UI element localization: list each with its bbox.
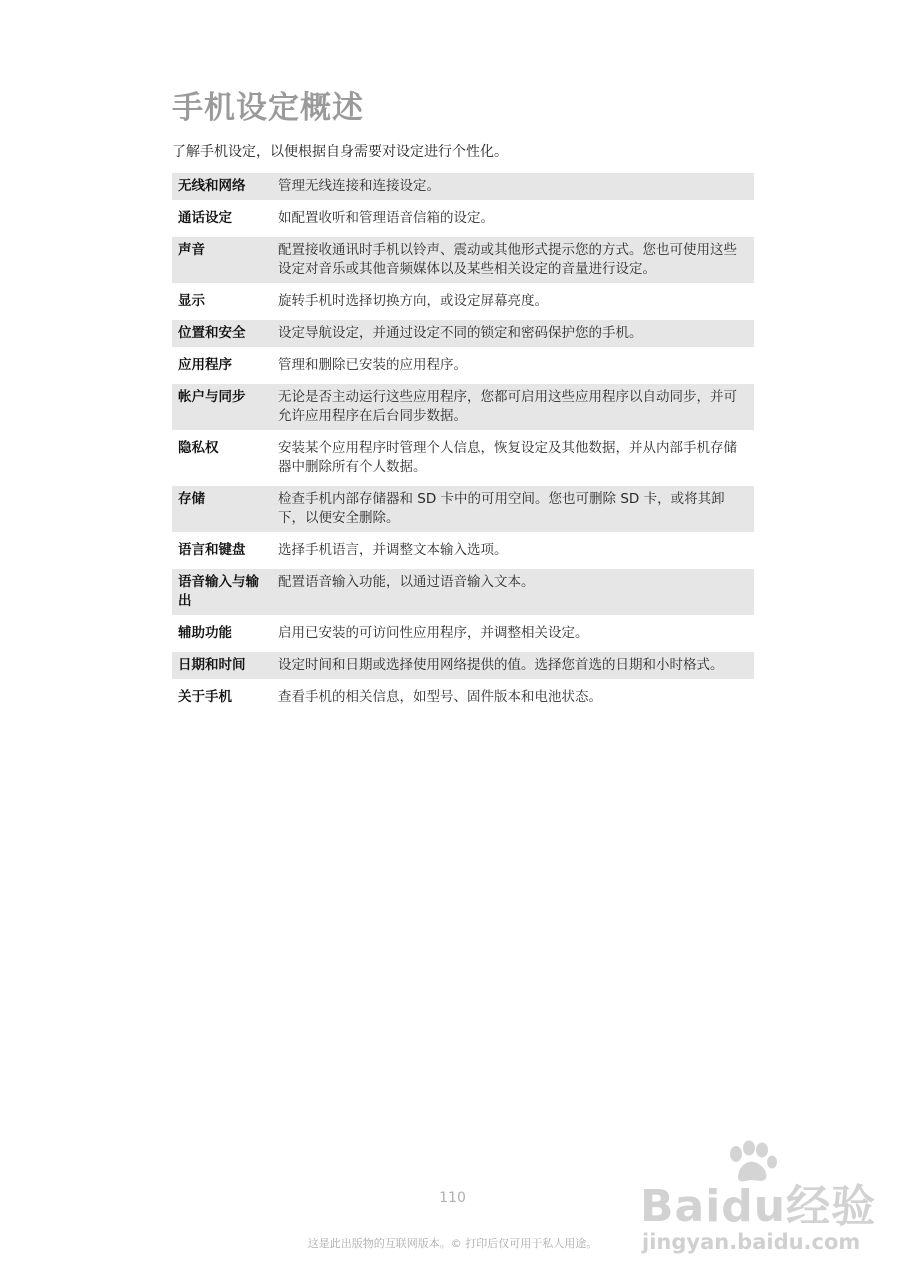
setting-description: 配置接收通讯时手机以铃声、震动或其他形式提示您的方式。您也可使用这些设定对音乐或其他音频媒体以及某些相关设定的音量进行设定。 [272,237,754,283]
setting-term: 日期和时间 [172,652,272,679]
watermark-url: jingyan.baidu.com [642,1230,861,1254]
table-row [172,435,754,481]
settings-table [172,168,754,716]
setting-description: 无论是否主动运行这些应用程序，您都可启用这些应用程序以自动同步，并可允许应用程序在后台同步数据。 [272,384,754,430]
setting-description: 如配置收听和管理语音信箱的设定。 [278,210,494,226]
table-row [172,352,754,379]
setting-description: 安装某个应用程序时管理个人信息，恢复设定及其他数据，并从内部手机存储器中删除所有个人数据。 [278,440,737,475]
setting-term: 帐户与同步 [172,384,272,430]
setting-term: 应用程序 [178,357,232,373]
setting-description: 设定时间和日期或选择使用网络提供的值。选择您首选的日期和小时格式。 [272,652,754,679]
setting-description: 启用已安装的可访问性应用程序，并调整相关设定。 [278,625,589,641]
setting-description: 管理无线连接和连接设定。 [272,173,754,200]
page-number: 110 [439,1190,466,1206]
table-row [172,205,754,232]
setting-description: 检查手机内部存储器和 SD 卡中的可用空间。您也可删除 SD 卡，或将其卸下，以便安全删除。 [272,486,754,532]
footer-note: 这是此出版物的互联网版本。© 打印后仅可用于私人用途。 [307,1237,598,1250]
setting-description: 配置语音输入功能，以通过语音输入文本。 [272,569,754,615]
table-row [172,237,754,283]
setting-term: 关于手机 [178,689,232,705]
setting-term: 存储 [172,486,272,532]
table-row [172,684,754,711]
setting-term: 语言和键盘 [178,542,246,558]
setting-term: 辅助功能 [178,625,232,641]
setting-term: 无线和网络 [172,173,272,200]
table-row [172,320,754,347]
setting-description: 管理和删除已安装的应用程序。 [278,357,467,373]
setting-description: 查看手机的相关信息，如型号、固件版本和电池状态。 [278,689,602,705]
setting-term: 语音输入与输出 [172,569,272,615]
intro-text: 了解手机设定，以便根据自身需要对设定进行个性化。 [172,144,508,160]
table-row [172,652,754,679]
setting-description: 设定导航设定，并通过设定不同的锁定和密码保护您的手机。 [272,320,754,347]
setting-term: 显示 [178,293,205,309]
page-title: 手机设定概述 [172,90,364,126]
watermark-brand: Baidu经验 [640,1181,877,1232]
setting-term: 通话设定 [178,210,232,226]
setting-term: 位置和安全 [172,320,272,347]
setting-description: 选择手机语言，并调整文本输入选项。 [278,542,508,558]
table-row [172,486,754,532]
setting-term: 声音 [172,237,272,283]
setting-description: 旋转手机时选择切换方向，或设定屏幕亮度。 [278,293,548,309]
table-row [172,173,754,200]
table-row [172,620,754,647]
baidu-watermark [640,1140,880,1270]
table-row [172,384,754,430]
table-row [172,569,754,615]
table-row [172,537,754,564]
setting-term: 隐私权 [178,440,219,456]
table-row [172,288,754,315]
